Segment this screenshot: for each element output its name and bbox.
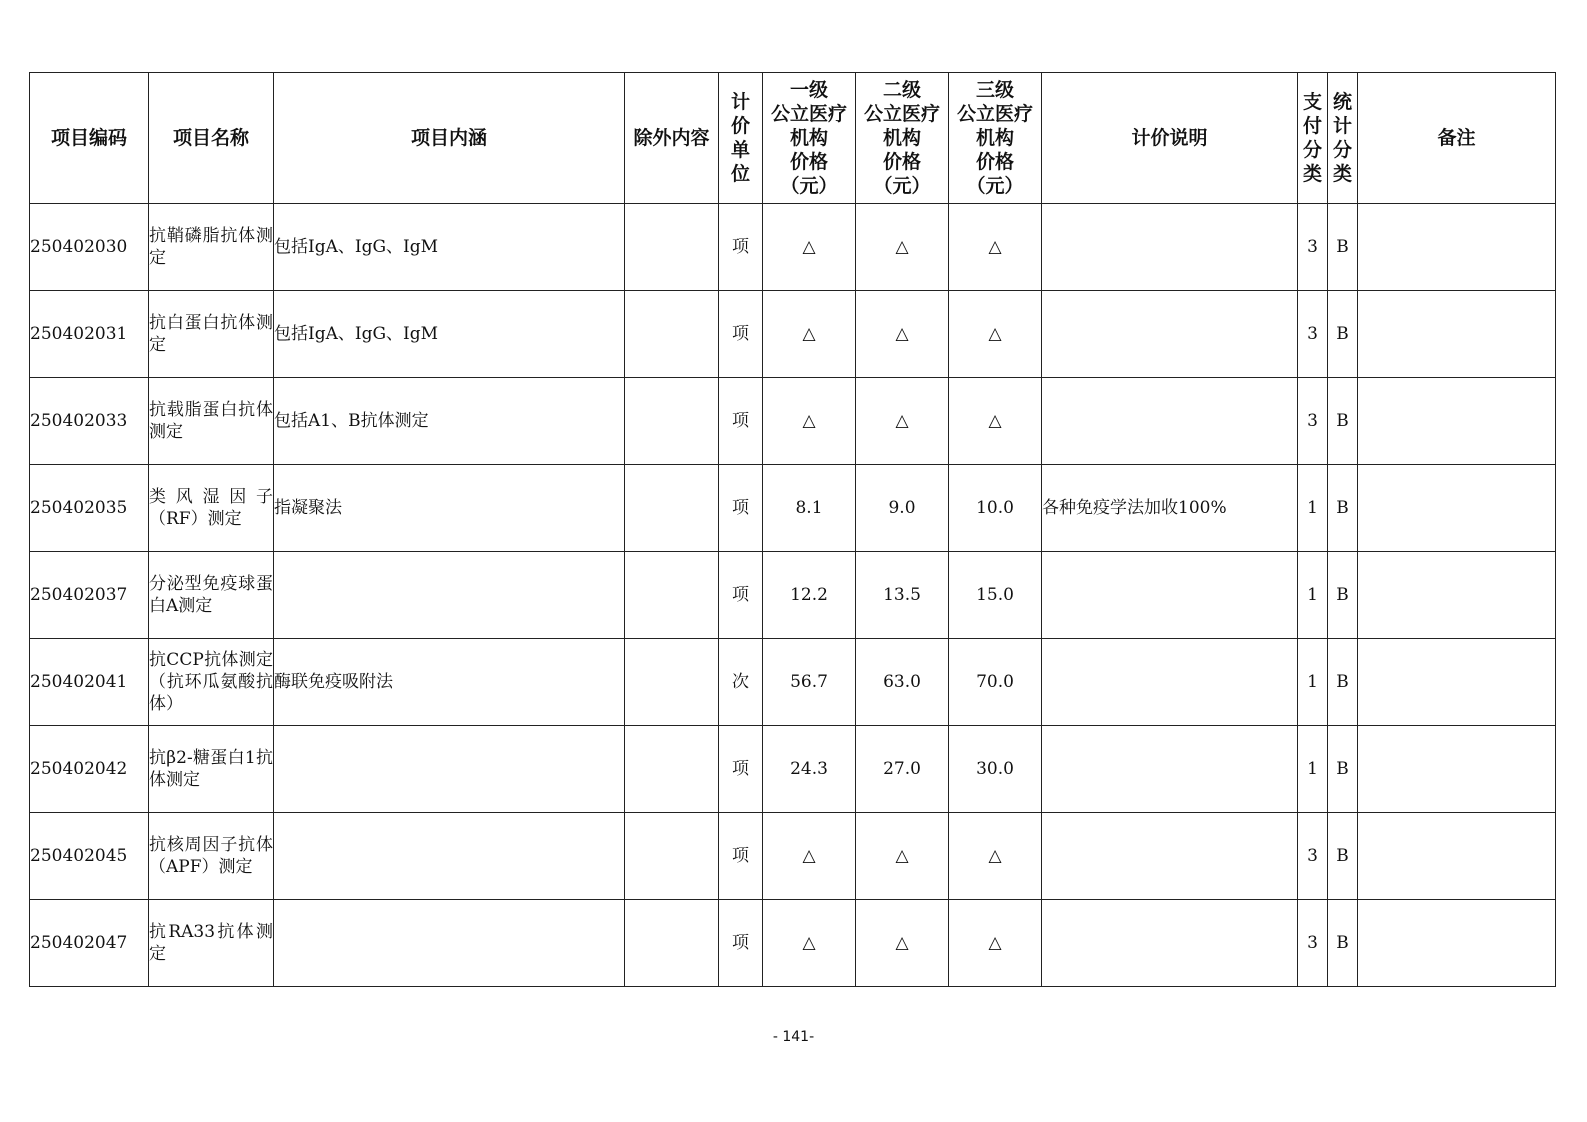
cell-pricing-note — [1042, 900, 1298, 987]
cell-remarks — [1358, 204, 1556, 291]
cell-level2-price: △ — [856, 291, 949, 378]
cell-code: 250402030 — [30, 204, 149, 291]
cell-payment-class: 1 — [1298, 465, 1328, 552]
cell-name: 抗CCP抗体测定（抗环瓜氨酸抗体） — [149, 639, 274, 726]
cell-level1-price: 12.2 — [763, 552, 856, 639]
cell-content — [274, 726, 625, 813]
table-row — [30, 813, 1556, 900]
cell-stats-class: B — [1328, 204, 1358, 291]
cell-stats-class: B — [1328, 726, 1358, 813]
cell-stats-class: B — [1328, 552, 1358, 639]
table-row — [30, 204, 1556, 291]
cell-content: 包括IgA、IgG、IgM — [274, 204, 625, 291]
cell-content: 包括A1、B抗体测定 — [274, 378, 625, 465]
cell-excluded — [625, 813, 719, 900]
cell-name: 抗核周因子抗体（APF）测定 — [149, 813, 274, 900]
table-row — [30, 726, 1556, 813]
cell-level3-price: △ — [949, 378, 1042, 465]
cell-pricing-note — [1042, 813, 1298, 900]
cell-pricing-note: 各种免疫学法加收100% — [1042, 465, 1298, 552]
cell-unit: 项 — [719, 552, 763, 639]
cell-unit: 项 — [719, 726, 763, 813]
header-stats-class — [1328, 73, 1358, 204]
cell-level1-price: △ — [763, 813, 856, 900]
header-unit — [719, 73, 763, 204]
cell-level1-price: △ — [763, 900, 856, 987]
cell-level1-price: △ — [763, 204, 856, 291]
cell-level2-price: △ — [856, 378, 949, 465]
cell-level1-price: 8.1 — [763, 465, 856, 552]
cell-remarks — [1358, 291, 1556, 378]
header-code: 项目编码 — [30, 73, 149, 204]
cell-code: 250402031 — [30, 291, 149, 378]
cell-level3-price: △ — [949, 291, 1042, 378]
cell-stats-class: B — [1328, 378, 1358, 465]
cell-content — [274, 813, 625, 900]
cell-remarks — [1358, 378, 1556, 465]
cell-level1-price: 24.3 — [763, 726, 856, 813]
cell-payment-class: 1 — [1298, 552, 1328, 639]
header-remarks: 备注 — [1358, 73, 1556, 204]
cell-name: 抗鞘磷脂抗体测定 — [149, 204, 274, 291]
cell-level3-price: △ — [949, 204, 1042, 291]
cell-code: 250402035 — [30, 465, 149, 552]
table-row — [30, 900, 1556, 987]
header-excluded: 除外内容 — [625, 73, 719, 204]
cell-excluded — [625, 465, 719, 552]
header-level2-price — [856, 73, 949, 204]
cell-level1-price: △ — [763, 378, 856, 465]
cell-excluded — [625, 291, 719, 378]
cell-remarks — [1358, 465, 1556, 552]
cell-unit: 项 — [719, 465, 763, 552]
cell-level1-price: 56.7 — [763, 639, 856, 726]
cell-code: 250402047 — [30, 900, 149, 987]
cell-name: 类风湿因子（RF）测定 — [149, 465, 274, 552]
cell-stats-class: B — [1328, 900, 1358, 987]
header-row — [30, 73, 1556, 204]
header-level1-price — [763, 73, 856, 204]
cell-unit: 项 — [719, 378, 763, 465]
cell-name: 抗白蛋白抗体测定 — [149, 291, 274, 378]
cell-remarks — [1358, 813, 1556, 900]
header-pricing-note: 计价说明 — [1042, 73, 1298, 204]
cell-unit: 项 — [719, 204, 763, 291]
header-level2-label: 二级 公立医疗 机构 价格 （元） — [863, 79, 940, 197]
header-unit-label: 计价单位 — [731, 91, 751, 185]
cell-payment-class: 3 — [1298, 291, 1328, 378]
cell-remarks — [1358, 900, 1556, 987]
cell-level1-price: △ — [763, 291, 856, 378]
cell-payment-class: 1 — [1298, 639, 1328, 726]
cell-name: 抗载脂蛋白抗体测定 — [149, 378, 274, 465]
cell-level2-price: △ — [856, 204, 949, 291]
cell-code: 250402037 — [30, 552, 149, 639]
cell-level3-price: 10.0 — [949, 465, 1042, 552]
cell-payment-class: 3 — [1298, 378, 1328, 465]
cell-payment-class: 3 — [1298, 204, 1328, 291]
header-name: 项目名称 — [149, 73, 274, 204]
cell-unit: 项 — [719, 900, 763, 987]
cell-pricing-note — [1042, 726, 1298, 813]
cell-level3-price: 30.0 — [949, 726, 1042, 813]
price-table — [29, 72, 1556, 987]
cell-unit: 项 — [719, 291, 763, 378]
cell-remarks — [1358, 639, 1556, 726]
header-content: 项目内涵 — [274, 73, 625, 204]
cell-unit: 次 — [719, 639, 763, 726]
header-payment-class — [1298, 73, 1328, 204]
cell-excluded — [625, 900, 719, 987]
header-level3-price — [949, 73, 1042, 204]
cell-level2-price: 63.0 — [856, 639, 949, 726]
cell-excluded — [625, 204, 719, 291]
cell-excluded — [625, 639, 719, 726]
header-stats-label: 统计分类 — [1333, 91, 1353, 185]
cell-remarks — [1358, 726, 1556, 813]
cell-payment-class: 3 — [1298, 900, 1328, 987]
cell-name: 分泌型免疫球蛋白A测定 — [149, 552, 274, 639]
cell-excluded — [625, 378, 719, 465]
header-level3-label: 三级 公立医疗 机构 价格 （元） — [956, 79, 1033, 197]
cell-content: 指凝聚法 — [274, 465, 625, 552]
cell-excluded — [625, 552, 719, 639]
table-row — [30, 378, 1556, 465]
cell-level3-price: △ — [949, 900, 1042, 987]
cell-code: 250402042 — [30, 726, 149, 813]
cell-content: 包括IgA、IgG、IgM — [274, 291, 625, 378]
cell-name: 抗RA33抗体测定 — [149, 900, 274, 987]
cell-level3-price: △ — [949, 813, 1042, 900]
cell-pricing-note — [1042, 204, 1298, 291]
cell-code: 250402041 — [30, 639, 149, 726]
cell-pricing-note — [1042, 291, 1298, 378]
cell-level2-price: △ — [856, 813, 949, 900]
cell-content — [274, 900, 625, 987]
cell-unit: 项 — [719, 813, 763, 900]
cell-stats-class: B — [1328, 291, 1358, 378]
page-number: - 141- — [772, 1029, 815, 1045]
cell-level2-price: 9.0 — [856, 465, 949, 552]
cell-name: 抗β2-糖蛋白1抗体测定 — [149, 726, 274, 813]
cell-content: 酶联免疫吸附法 — [274, 639, 625, 726]
header-level1-label: 一级 公立医疗 机构 价格 （元） — [770, 79, 847, 197]
table-row — [30, 465, 1556, 552]
header-payment-label: 支付分类 — [1303, 91, 1323, 185]
cell-code: 250402045 — [30, 813, 149, 900]
cell-level2-price: 27.0 — [856, 726, 949, 813]
cell-level3-price: 70.0 — [949, 639, 1042, 726]
cell-excluded — [625, 726, 719, 813]
cell-level2-price: 13.5 — [856, 552, 949, 639]
cell-remarks — [1358, 552, 1556, 639]
cell-stats-class: B — [1328, 639, 1358, 726]
cell-payment-class: 1 — [1298, 726, 1328, 813]
cell-stats-class: B — [1328, 465, 1358, 552]
cell-pricing-note — [1042, 378, 1298, 465]
table-row — [30, 552, 1556, 639]
cell-level3-price: 15.0 — [949, 552, 1042, 639]
cell-level2-price: △ — [856, 900, 949, 987]
table-row — [30, 639, 1556, 726]
cell-content — [274, 552, 625, 639]
cell-pricing-note — [1042, 639, 1298, 726]
table-row — [30, 291, 1556, 378]
cell-code: 250402033 — [30, 378, 149, 465]
cell-pricing-note — [1042, 552, 1298, 639]
cell-payment-class: 3 — [1298, 813, 1328, 900]
cell-stats-class: B — [1328, 813, 1358, 900]
